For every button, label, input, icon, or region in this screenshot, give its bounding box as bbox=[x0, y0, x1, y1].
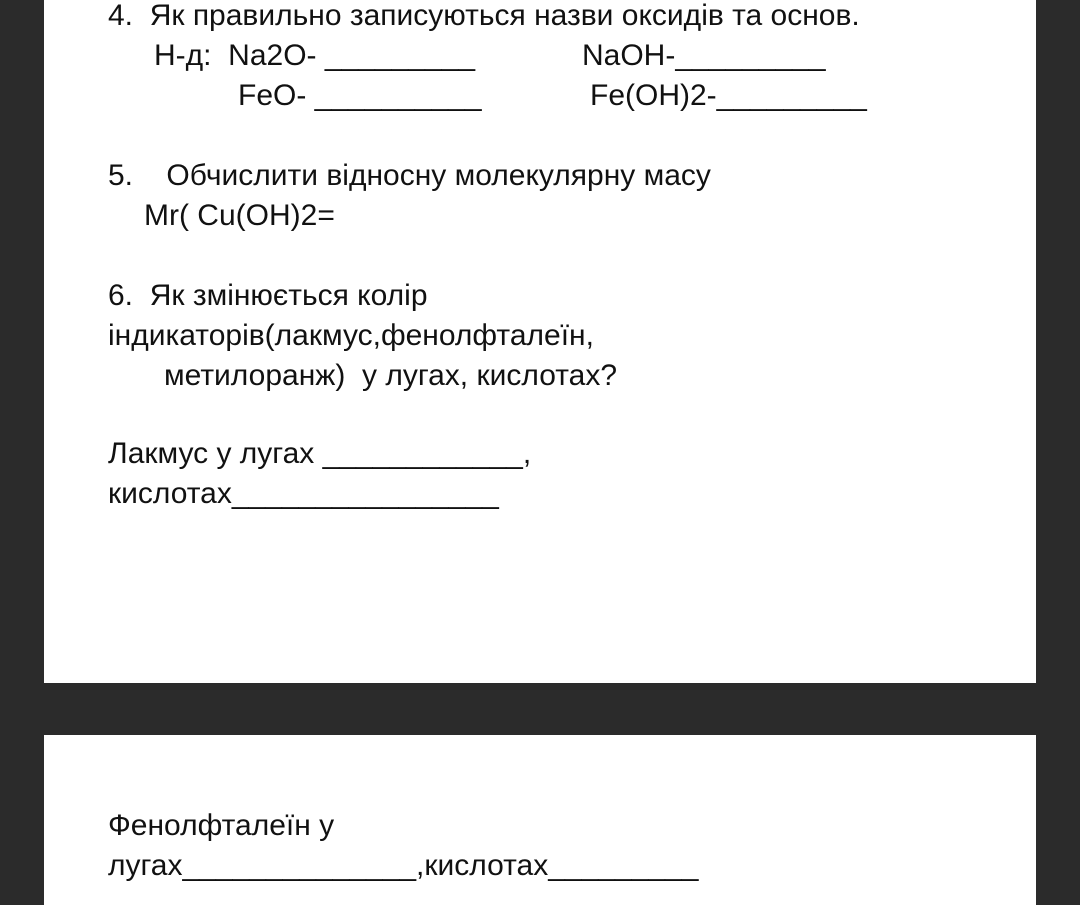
document-page-2 bbox=[44, 735, 1036, 905]
question-6-line-3: метилоранж) у лугах, кислотах? bbox=[164, 359, 618, 392]
question-6-line-1: 6. Як змінюється колір bbox=[108, 279, 428, 312]
question-5-title: 5. Обчислити відносну молекулярну масу bbox=[108, 159, 711, 192]
question-4-naoh: NaOH-_________ bbox=[582, 39, 826, 72]
phenolphthalein-answer-line-1: Фенолфталеїн у bbox=[108, 809, 335, 842]
question-5-formula: Mr( Cu(OH)2= bbox=[144, 199, 335, 232]
document-page-1 bbox=[44, 0, 1036, 683]
question-6-line-2: індикаторів(лакмус,фенолфталеїн, bbox=[108, 319, 594, 352]
question-4-example-na2o: Н-д: Na2O- _________ bbox=[154, 39, 476, 72]
question-4-feoh2: Fe(OH)2-_________ bbox=[590, 79, 867, 112]
question-4-feo: FeO- __________ bbox=[238, 79, 482, 112]
litmus-answer-line-1: Лакмус у лугах ____________, bbox=[108, 437, 532, 470]
question-4-title: 4. Як правильно записуються назви оксидів та основ. bbox=[108, 0, 860, 32]
litmus-answer-line-2: кислотах________________ bbox=[108, 477, 499, 510]
phenolphthalein-answer-line-2: лугах______________,кислотах_________ bbox=[108, 849, 699, 882]
